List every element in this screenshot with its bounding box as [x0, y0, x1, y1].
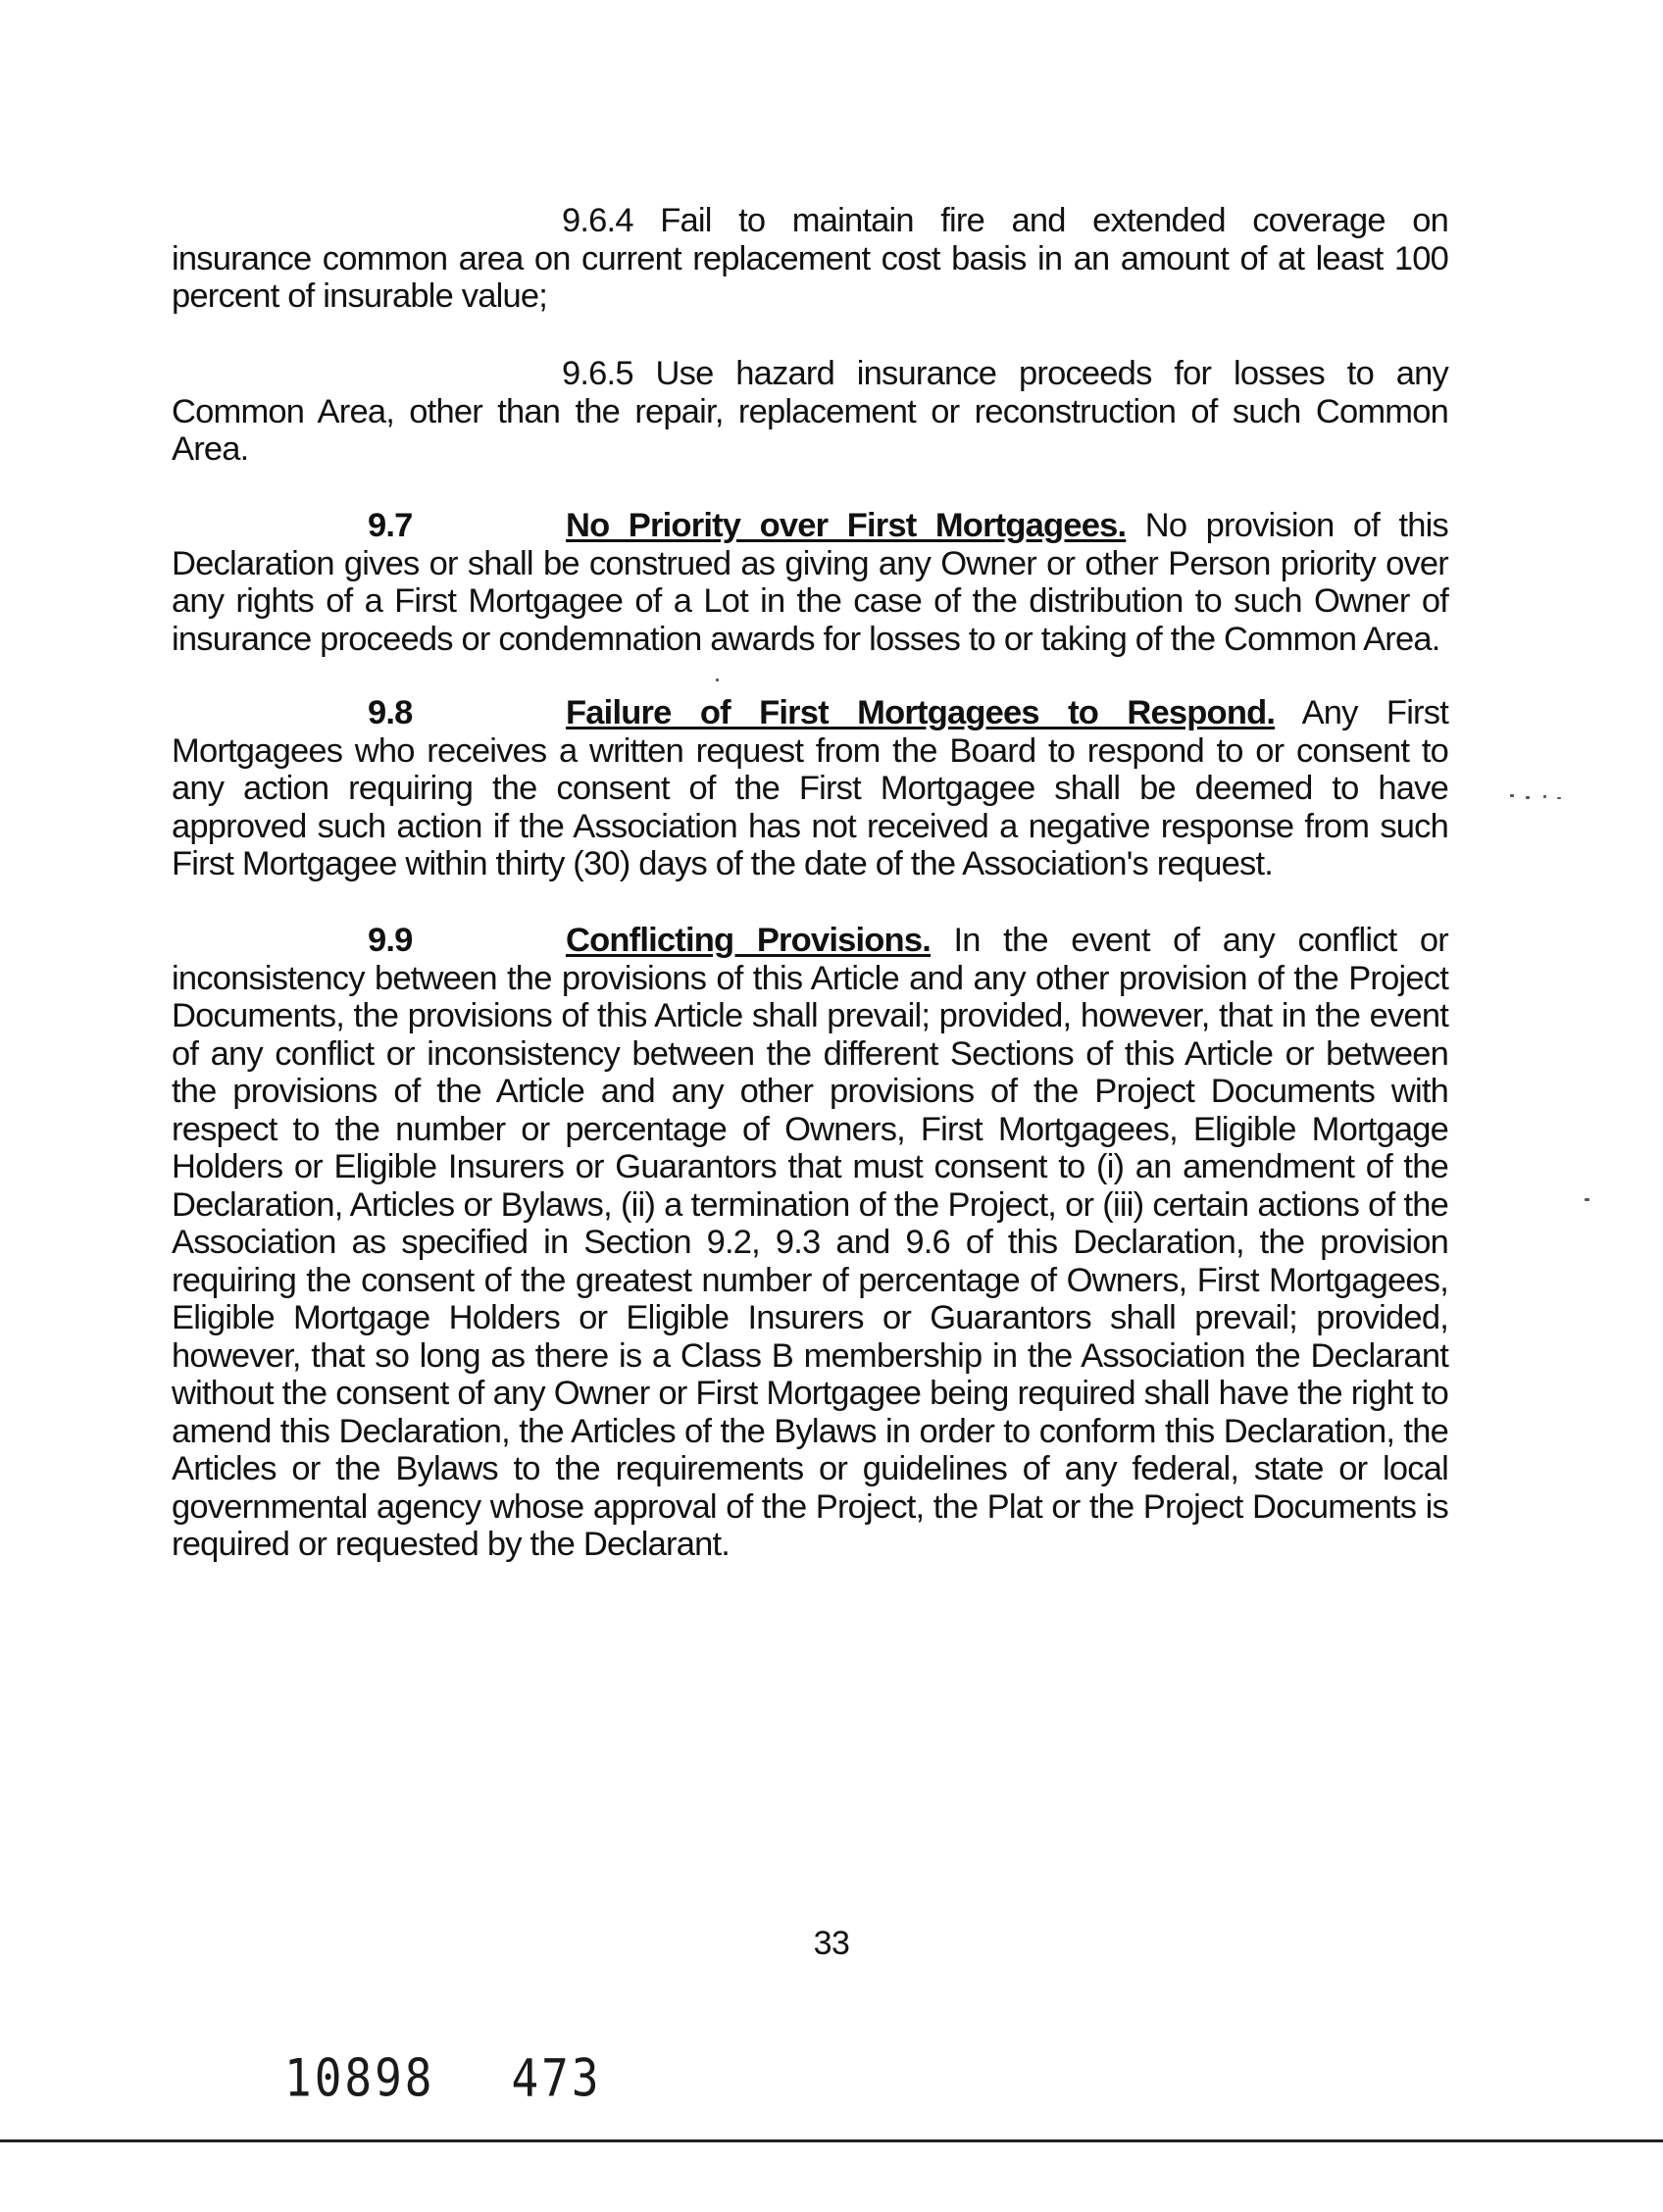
bottom-scan-rule	[0, 2139, 1663, 2142]
section-9-8	[172, 694, 1448, 883]
stamp-book-number: 10898	[284, 2047, 435, 2109]
paragraph-9-6-5	[172, 355, 1448, 469]
paragraph-text: 9.6.5 Use hazard insurance proceeds for losses to any Common Area, other than the repair, replacement or reconstruction of such Common Area.	[172, 355, 1448, 468]
scan-speck	[1543, 795, 1546, 798]
section-9-9	[172, 922, 1448, 1564]
section-body: Any First Mortgagees who receives a written request from the Board to respond to or consent to any action requiring the consent of the First Mortgagee shall be deemed to have approved such action if the Association has not received a negative response from such First Mortgagee within thirty (30) days of the date of the Association's request.	[172, 694, 1448, 882]
section-title: Failure of First Mortgagees to Respond.	[566, 694, 1276, 731]
scan-speck	[1526, 796, 1530, 799]
section-title: Conflicting Provisions.	[566, 922, 931, 959]
section-number: 9.7	[368, 507, 413, 544]
stamp-page-number: 473	[511, 2047, 602, 2109]
scan-speck	[1557, 797, 1561, 799]
paragraph-text: 9.6.4 Fail to maintain fire and extended coverage on insurance common area on current replacement cost basis in an amount of at least 100 percent of insurable value;	[172, 202, 1448, 315]
section-number: 9.9	[368, 922, 413, 959]
scan-speck	[1510, 794, 1514, 797]
scan-speck	[1585, 1198, 1589, 1201]
recording-stamp	[284, 2047, 602, 2108]
section-body: No provision of this Declaration gives or shall be construed as giving any Owner or other Person priority over any rights of a First Mortgagee of a Lot in the case of the distribution to such Owner of insurance proceeds or condemnation awards for losses to or taking of the Common Area.	[172, 507, 1448, 658]
page-number: 33	[813, 1925, 850, 1962]
section-number: 9.8	[368, 694, 413, 731]
section-9-7	[172, 507, 1448, 658]
paragraph-9-6-4	[172, 202, 1448, 316]
section-title: No Priority over First Mortgagees.	[566, 507, 1127, 544]
scan-speck	[716, 679, 719, 681]
section-body: In the event of any conflict or inconsistency between the provisions of this Article and any other provision of the Project Documents, the provisions of this Article shall prevail; provided, however, that in the event of any conflict or inconsistency between the different Sections of this Article or between the provisions of the Article and any other provisions of the Project Documents with respect to the number or percentage of Owners, First Mortgagees, Eligible Mortgage Holders or Eligible Insurers or Guarantors that must consent to (i) an amendment of the Declaration, Articles or Bylaws, (ii) a termination of the Project, or (iii) certain actions of the Association as specified in Section 9.2, 9.3 and 9.6 of this Declaration, the provision requiring the consent of the greatest number of percentage of Owners, First Mortgagees, Eligible Mortgage Holders or Eligible Insurers or Guarantors shall prevail; provided, however, that so long as there is a Class B membership in the Association the Declarant without the consent of any Owner or First Mortgagee being required shall have the right to amend this Declaration, the Articles of the Bylaws in order to conform this Declaration, the Articles or the Bylaws to the requirements or guidelines of any federal, state or local governmental agency whose approval of the Project, the Plat or the Project Documents is required or requested by the Declarant.	[172, 922, 1448, 1563]
